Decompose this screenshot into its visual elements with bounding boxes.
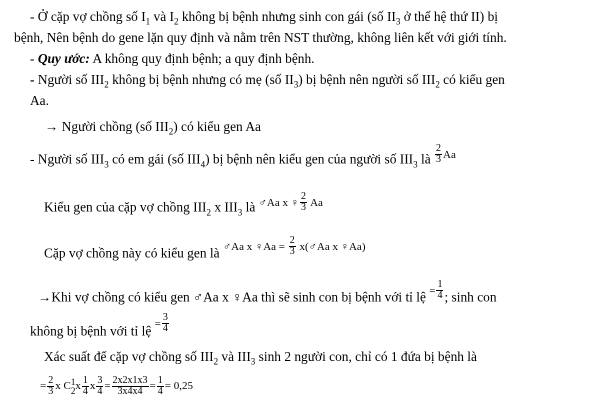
para-9: không bị bệnh với tỉ lệ = $\frac{3}{4}$ xyxy=(30,312,168,339)
combination-indices: 1 2 xyxy=(70,376,76,396)
fraction-2-3: $\frac{2}{3}$ xyxy=(436,143,441,165)
fraction-1-4: $\frac{1}{4}$ xyxy=(157,375,163,397)
fraction-2-3: $\frac{2}{3}$ xyxy=(289,235,295,257)
fraction-1-4: $\frac{1}{4}$ xyxy=(82,375,88,397)
fraction-2-3: $\frac{2}{3}$ xyxy=(300,191,306,213)
para-4: → Người chồng (số $III_2$) có kiểu gen Aa xyxy=(45,119,261,137)
fraction-3-4: $\frac{3}{4}$ xyxy=(97,375,103,397)
para-convention: - Quy ước: A không quy định bệnh; a quy định bệnh. xyxy=(30,51,315,66)
para-1-line-2: bệnh, Nên bệnh do gene lặn quy định và nằm trên NST thường, không liên kết với giới tính. xyxy=(14,30,507,45)
fraction-3-4: $\frac{3}{4}$ xyxy=(162,312,168,334)
fraction-1-4: $\frac{1}{4}$ xyxy=(437,279,443,301)
para-3-line-2: Aa. xyxy=(30,93,49,108)
para-8: →Khi vợ chồng có kiểu gen ♂Aa x ♀Aa thì sẽ sinh con bị bệnh với tỉ lệ = $\frac{1}{4}$ ; sinh con xyxy=(38,279,497,305)
probability-formula: = $\frac{2}{3}$ x C 1 2 x $\frac{1}{4}$ x $\frac{3}{4}$ = $\frac{2x2x1x3}{3x4x4}$ = $\frac{1}{4}$ = 0,25 xyxy=(40,375,193,397)
para-10: Xác suất để cặp vợ chồng số $III_2$ và $III_3$ sinh 2 người con, chỉ có 1 đứa bị bệnh là xyxy=(44,349,477,367)
para-1-line-1: - Ở cặp vợ chồng số $I_1$ và $I_2$ không bị bệnh nhưng sinh con gái (số $II_3$ ở thế hệ thứ II) bị xyxy=(30,9,498,27)
para-3-line-1: - Người số $III_2$ không bị bệnh nhưng có mẹ (số $II_3$) bị bệnh nên người số $III_2$ có kiểu gen xyxy=(30,72,505,90)
para-6: Kiểu gen của cặp vợ chồng $III_2$ x $III_3$ là $^{♂Aa x ♀}$ $\frac{2}{3}$ $^{Aa}$ xyxy=(44,191,323,218)
para-7: Cặp vợ chồng này có kiểu gen là $^{♂Aa x ♀Aa =}$ $\frac{2}{3}$ $^{x(♂Aa x ♀Aa)}$ xyxy=(44,235,366,261)
para-5: - Người số $III_3$ có em gái (số $III_4$) bị bệnh nên kiểu gen của người số $III_3$ là $\frac{2}{3}$ $^{Aa}$ xyxy=(30,143,456,170)
fraction-product: $\frac{2x2x1x3}{3x4x4}$ xyxy=(112,375,148,397)
fraction-2-3: $\frac{2}{3}$ xyxy=(48,375,54,397)
